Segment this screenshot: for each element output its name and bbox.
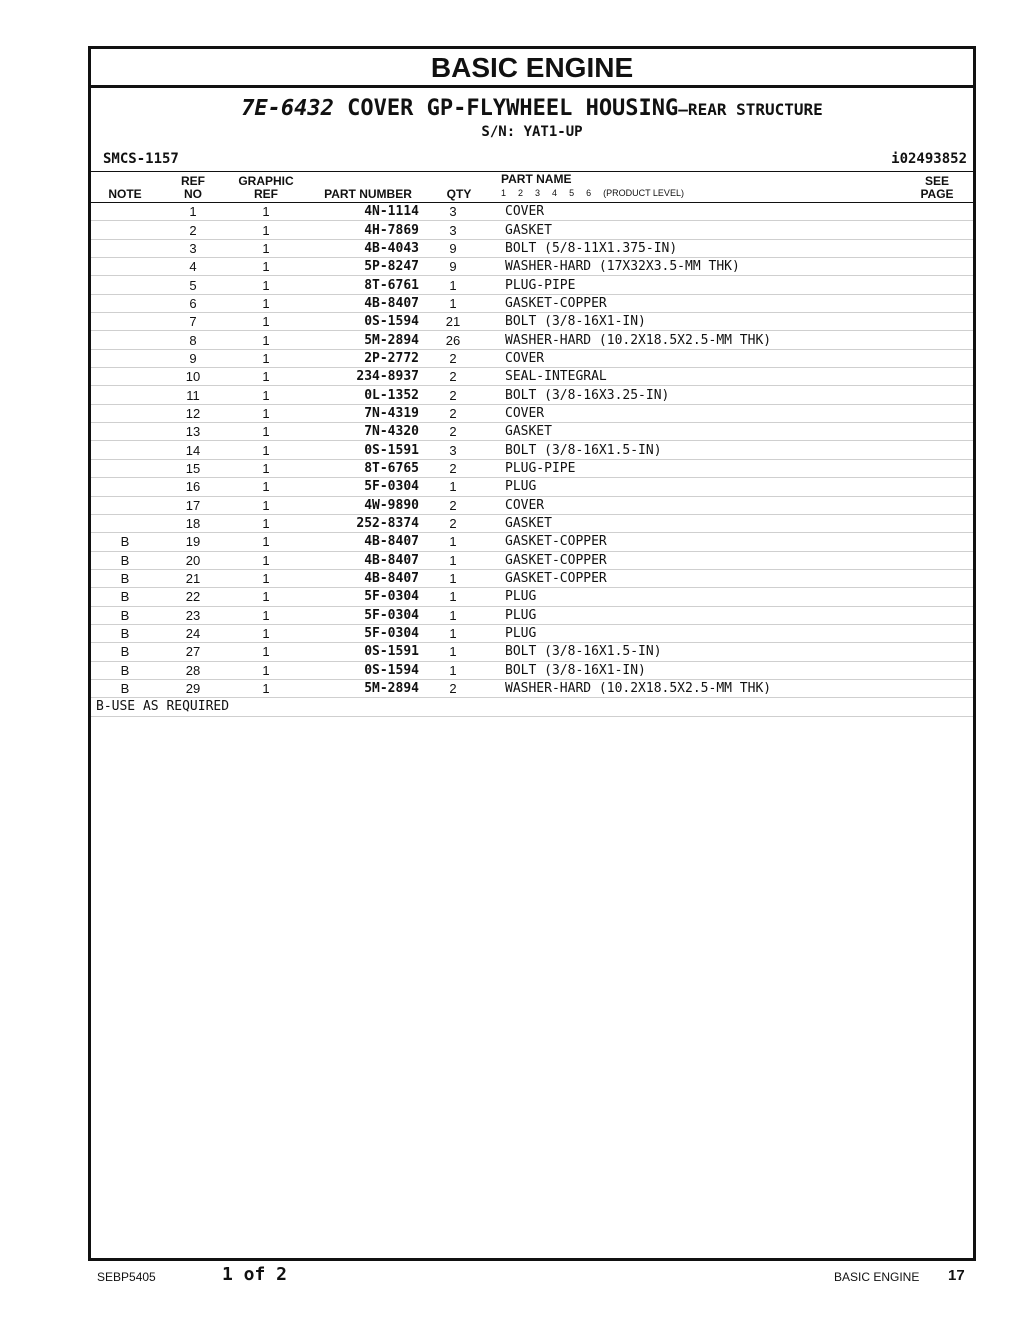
graphic-ref-cell: 1 bbox=[227, 643, 305, 661]
ref-cell: 27 bbox=[159, 643, 227, 661]
part-name-cell: GASKET bbox=[483, 221, 903, 239]
ref-cell: 2 bbox=[159, 221, 227, 239]
table-row bbox=[91, 661, 973, 679]
note-cell bbox=[91, 203, 159, 221]
graphic-ref-cell: 1 bbox=[227, 239, 305, 257]
graphic-ref-cell: 1 bbox=[227, 221, 305, 239]
note-cell bbox=[91, 294, 159, 312]
table-row bbox=[91, 441, 973, 459]
see-page-cell bbox=[903, 368, 973, 386]
part-name-cell: WASHER-HARD (10.2X18.5X2.5-MM THK) bbox=[483, 679, 903, 697]
qty-cell: 3 bbox=[423, 221, 483, 239]
note-cell: B bbox=[91, 569, 159, 587]
graphic-ref-cell: 1 bbox=[227, 368, 305, 386]
qty-cell: 3 bbox=[423, 441, 483, 459]
graphic-ref-cell: 1 bbox=[227, 349, 305, 367]
graphic-ref-cell: 1 bbox=[227, 404, 305, 422]
ref-cell: 18 bbox=[159, 514, 227, 532]
ref-cell: 9 bbox=[159, 349, 227, 367]
graphic-ref-cell: 1 bbox=[227, 331, 305, 349]
note-cell bbox=[91, 331, 159, 349]
ref-cell: 6 bbox=[159, 294, 227, 312]
doc-number: SEBP5405 bbox=[97, 1270, 156, 1284]
see-page-cell bbox=[903, 294, 973, 312]
qty-cell: 1 bbox=[423, 606, 483, 624]
footnote: B-USE AS REQUIRED bbox=[91, 698, 973, 717]
qty-cell: 21 bbox=[423, 313, 483, 331]
see-page-cell bbox=[903, 679, 973, 697]
table-row bbox=[91, 606, 973, 624]
table-header bbox=[91, 171, 973, 203]
note-cell bbox=[91, 478, 159, 496]
ref-cell: 23 bbox=[159, 606, 227, 624]
qty-cell: 2 bbox=[423, 496, 483, 514]
table-row bbox=[91, 514, 973, 532]
graphic-ref-cell: 1 bbox=[227, 294, 305, 312]
part-name-cell: GASKET bbox=[483, 423, 903, 441]
graphic-ref-cell: 1 bbox=[227, 606, 305, 624]
table-row bbox=[91, 643, 973, 661]
part-number-cell: 0L-1352 bbox=[305, 386, 423, 404]
note-cell bbox=[91, 313, 159, 331]
part-name-cell: BOLT (5/8-11X1.375-IN) bbox=[483, 239, 903, 257]
header-note: NOTE bbox=[108, 187, 142, 201]
qty-cell: 2 bbox=[423, 459, 483, 477]
table-row bbox=[91, 478, 973, 496]
header-see-page: SEE PAGE bbox=[920, 174, 954, 201]
part-number-cell: 2P-2772 bbox=[305, 349, 423, 367]
part-number-cell: 5P-8247 bbox=[305, 258, 423, 276]
part-number-cell: 4B-8407 bbox=[305, 533, 423, 551]
part-number-cell: 4N-1114 bbox=[305, 203, 423, 221]
part-name-cell: SEAL-INTEGRAL bbox=[483, 368, 903, 386]
parts-page-frame bbox=[88, 46, 976, 1261]
qty-cell: 1 bbox=[423, 294, 483, 312]
group-title bbox=[91, 96, 973, 123]
qty-cell: 2 bbox=[423, 386, 483, 404]
see-page-cell bbox=[903, 643, 973, 661]
ref-cell: 5 bbox=[159, 276, 227, 294]
part-name-cell: WASHER-HARD (10.2X18.5X2.5-MM THK) bbox=[483, 331, 903, 349]
footer-section: BASIC ENGINE bbox=[834, 1270, 920, 1284]
table-row bbox=[91, 276, 973, 294]
graphic-ref-cell: 1 bbox=[227, 661, 305, 679]
part-number-cell: 4B-8407 bbox=[305, 551, 423, 569]
ref-cell: 4 bbox=[159, 258, 227, 276]
ref-cell: 22 bbox=[159, 588, 227, 606]
part-number-cell: 0S-1594 bbox=[305, 313, 423, 331]
see-page-cell bbox=[903, 423, 973, 441]
see-page-cell bbox=[903, 551, 973, 569]
qty-cell: 2 bbox=[423, 368, 483, 386]
part-name-cell: BOLT (3/8-16X1-IN) bbox=[483, 661, 903, 679]
note-cell: B bbox=[91, 624, 159, 642]
part-name-cell: GASKET-COPPER bbox=[483, 569, 903, 587]
note-cell bbox=[91, 386, 159, 404]
graphic-ref-cell: 1 bbox=[227, 679, 305, 697]
part-name-cell: BOLT (3/8-16X1.5-IN) bbox=[483, 643, 903, 661]
qty-cell: 2 bbox=[423, 514, 483, 532]
note-cell: B bbox=[91, 551, 159, 569]
part-name-cell: PLUG-PIPE bbox=[483, 459, 903, 477]
header-graphic-ref: GRAPHIC REF bbox=[238, 174, 294, 201]
part-number-cell: 5M-2894 bbox=[305, 331, 423, 349]
table-row bbox=[91, 203, 973, 221]
part-number-cell: 5F-0304 bbox=[305, 606, 423, 624]
part-number-cell: 4H-7869 bbox=[305, 221, 423, 239]
ref-cell: 19 bbox=[159, 533, 227, 551]
qty-cell: 1 bbox=[423, 624, 483, 642]
note-cell bbox=[91, 459, 159, 477]
header-part-name: PART NAME 1 2 3 4 5 6 (PRODUCT LEVEL) bbox=[501, 173, 781, 200]
see-page-cell bbox=[903, 276, 973, 294]
table-row bbox=[91, 679, 973, 697]
smcs-row bbox=[91, 149, 973, 171]
part-name-cell: COVER bbox=[483, 203, 903, 221]
parts-table bbox=[91, 203, 973, 698]
graphic-ref-cell: 1 bbox=[227, 276, 305, 294]
table-row bbox=[91, 588, 973, 606]
qty-cell: 1 bbox=[423, 478, 483, 496]
table-row bbox=[91, 551, 973, 569]
part-number-cell: 4B-4043 bbox=[305, 239, 423, 257]
ref-cell: 12 bbox=[159, 404, 227, 422]
ref-cell: 16 bbox=[159, 478, 227, 496]
see-page-cell bbox=[903, 221, 973, 239]
part-number-cell: 7N-4320 bbox=[305, 423, 423, 441]
qty-cell: 2 bbox=[423, 423, 483, 441]
ref-cell: 3 bbox=[159, 239, 227, 257]
graphic-ref-cell: 1 bbox=[227, 423, 305, 441]
graphic-ref-cell: 1 bbox=[227, 258, 305, 276]
part-number-cell: 4B-8407 bbox=[305, 294, 423, 312]
note-cell: B bbox=[91, 588, 159, 606]
see-page-cell bbox=[903, 588, 973, 606]
see-page-cell bbox=[903, 404, 973, 422]
note-cell bbox=[91, 404, 159, 422]
table-row bbox=[91, 459, 973, 477]
qty-cell: 9 bbox=[423, 239, 483, 257]
see-page-cell bbox=[903, 441, 973, 459]
graphic-ref-cell: 1 bbox=[227, 203, 305, 221]
note-cell bbox=[91, 496, 159, 514]
note-cell bbox=[91, 368, 159, 386]
qty-cell: 1 bbox=[423, 643, 483, 661]
ref-cell: 11 bbox=[159, 386, 227, 404]
part-number-cell: 0S-1591 bbox=[305, 441, 423, 459]
note-cell bbox=[91, 258, 159, 276]
see-page-cell bbox=[903, 661, 973, 679]
part-name-cell: PLUG-PIPE bbox=[483, 276, 903, 294]
part-name-cell: BOLT (3/8-16X3.25-IN) bbox=[483, 386, 903, 404]
table-row bbox=[91, 368, 973, 386]
table-row bbox=[91, 423, 973, 441]
part-name-cell: GASKET-COPPER bbox=[483, 551, 903, 569]
table-row bbox=[91, 221, 973, 239]
page-number: 17 bbox=[948, 1267, 965, 1284]
part-number-cell: 5M-2894 bbox=[305, 679, 423, 697]
qty-cell: 1 bbox=[423, 569, 483, 587]
graphic-ref-cell: 1 bbox=[227, 459, 305, 477]
group-suffix: —REAR STRUCTURE bbox=[678, 100, 823, 119]
part-name-cell: BOLT (3/8-16X1-IN) bbox=[483, 313, 903, 331]
qty-cell: 3 bbox=[423, 203, 483, 221]
note-cell bbox=[91, 423, 159, 441]
graphic-ref-cell: 1 bbox=[227, 478, 305, 496]
see-page-cell bbox=[903, 496, 973, 514]
graphic-ref-cell: 1 bbox=[227, 386, 305, 404]
qty-cell: 1 bbox=[423, 551, 483, 569]
qty-cell: 1 bbox=[423, 276, 483, 294]
illustration-id: i02493852 bbox=[891, 151, 967, 167]
smcs-code: SMCS-1157 bbox=[103, 151, 179, 167]
table-row bbox=[91, 239, 973, 257]
note-cell: B bbox=[91, 643, 159, 661]
part-name-cell: GASKET-COPPER bbox=[483, 294, 903, 312]
page-footer bbox=[0, 1263, 1020, 1293]
ref-cell: 10 bbox=[159, 368, 227, 386]
table-row bbox=[91, 313, 973, 331]
note-cell bbox=[91, 349, 159, 367]
qty-cell: 26 bbox=[423, 331, 483, 349]
part-number-cell: 5F-0304 bbox=[305, 624, 423, 642]
part-name-cell: COVER bbox=[483, 349, 903, 367]
ref-cell: 20 bbox=[159, 551, 227, 569]
table-row bbox=[91, 624, 973, 642]
parts-table-body bbox=[91, 203, 973, 698]
table-row bbox=[91, 496, 973, 514]
see-page-cell bbox=[903, 569, 973, 587]
graphic-ref-cell: 1 bbox=[227, 551, 305, 569]
part-number-cell: 7N-4319 bbox=[305, 404, 423, 422]
header-qty: QTY bbox=[446, 187, 472, 201]
part-name-cell: PLUG bbox=[483, 624, 903, 642]
section-title: BASIC ENGINE bbox=[91, 49, 973, 88]
table-row bbox=[91, 331, 973, 349]
ref-cell: 24 bbox=[159, 624, 227, 642]
table-row bbox=[91, 349, 973, 367]
qty-cell: 1 bbox=[423, 661, 483, 679]
note-cell bbox=[91, 239, 159, 257]
note-cell: B bbox=[91, 679, 159, 697]
part-name-cell: GASKET bbox=[483, 514, 903, 532]
part-number-cell: 0S-1591 bbox=[305, 643, 423, 661]
see-page-cell bbox=[903, 349, 973, 367]
graphic-ref-cell: 1 bbox=[227, 533, 305, 551]
table-row bbox=[91, 386, 973, 404]
ref-cell: 7 bbox=[159, 313, 227, 331]
see-page-cell bbox=[903, 331, 973, 349]
table-row bbox=[91, 294, 973, 312]
table-row bbox=[91, 258, 973, 276]
qty-cell: 1 bbox=[423, 533, 483, 551]
part-number-cell: 8T-6761 bbox=[305, 276, 423, 294]
qty-cell: 2 bbox=[423, 679, 483, 697]
see-page-cell bbox=[903, 459, 973, 477]
see-page-cell bbox=[903, 258, 973, 276]
header-part-number: PART NUMBER bbox=[324, 187, 412, 201]
part-number-cell: 234-8937 bbox=[305, 368, 423, 386]
note-cell bbox=[91, 514, 159, 532]
table-row bbox=[91, 569, 973, 587]
part-name-cell: GASKET-COPPER bbox=[483, 533, 903, 551]
ref-cell: 21 bbox=[159, 569, 227, 587]
part-number-cell: 8T-6765 bbox=[305, 459, 423, 477]
see-page-cell bbox=[903, 239, 973, 257]
see-page-cell bbox=[903, 386, 973, 404]
qty-cell: 9 bbox=[423, 258, 483, 276]
part-name-cell: COVER bbox=[483, 404, 903, 422]
table-row bbox=[91, 404, 973, 422]
note-cell: B bbox=[91, 606, 159, 624]
part-name-cell: PLUG bbox=[483, 588, 903, 606]
product-level-scale: 1 2 3 4 5 6 (PRODUCT LEVEL) bbox=[501, 188, 684, 198]
graphic-ref-cell: 1 bbox=[227, 313, 305, 331]
qty-cell: 2 bbox=[423, 404, 483, 422]
part-number-cell: 0S-1594 bbox=[305, 661, 423, 679]
ref-cell: 1 bbox=[159, 203, 227, 221]
part-name-cell: PLUG bbox=[483, 606, 903, 624]
ref-cell: 13 bbox=[159, 423, 227, 441]
note-cell bbox=[91, 441, 159, 459]
serial-number: S/N: YAT1-UP bbox=[481, 124, 583, 140]
graphic-ref-cell: 1 bbox=[227, 514, 305, 532]
see-page-cell bbox=[903, 533, 973, 551]
graphic-ref-cell: 1 bbox=[227, 569, 305, 587]
part-number-cell: 5F-0304 bbox=[305, 478, 423, 496]
graphic-ref-cell: 1 bbox=[227, 496, 305, 514]
note-cell: B bbox=[91, 661, 159, 679]
ref-cell: 28 bbox=[159, 661, 227, 679]
see-page-cell bbox=[903, 606, 973, 624]
header-ref: REF NO bbox=[181, 174, 205, 201]
ref-cell: 14 bbox=[159, 441, 227, 459]
graphic-ref-cell: 1 bbox=[227, 624, 305, 642]
table-row bbox=[91, 533, 973, 551]
qty-cell: 2 bbox=[423, 349, 483, 367]
group-part-number: 7E-6432 bbox=[241, 96, 334, 121]
ref-cell: 8 bbox=[159, 331, 227, 349]
note-cell: B bbox=[91, 533, 159, 551]
see-page-cell bbox=[903, 624, 973, 642]
part-number-cell: 4B-8407 bbox=[305, 569, 423, 587]
see-page-cell bbox=[903, 478, 973, 496]
ref-cell: 29 bbox=[159, 679, 227, 697]
see-page-cell bbox=[903, 203, 973, 221]
note-cell bbox=[91, 221, 159, 239]
see-page-cell bbox=[903, 313, 973, 331]
part-name-cell: WASHER-HARD (17X32X3.5-MM THK) bbox=[483, 258, 903, 276]
part-number-cell: 4W-9890 bbox=[305, 496, 423, 514]
part-number-cell: 5F-0304 bbox=[305, 588, 423, 606]
part-name-cell: COVER bbox=[483, 496, 903, 514]
group-name: COVER GP-FLYWHEEL HOUSING bbox=[347, 96, 679, 121]
graphic-ref-cell: 1 bbox=[227, 441, 305, 459]
note-cell bbox=[91, 276, 159, 294]
ref-cell: 15 bbox=[159, 459, 227, 477]
part-name-cell: PLUG bbox=[483, 478, 903, 496]
part-name-cell: BOLT (3/8-16X1.5-IN) bbox=[483, 441, 903, 459]
ref-cell: 17 bbox=[159, 496, 227, 514]
graphic-ref-cell: 1 bbox=[227, 588, 305, 606]
qty-cell: 1 bbox=[423, 588, 483, 606]
part-number-cell: 252-8374 bbox=[305, 514, 423, 532]
see-page-cell bbox=[903, 514, 973, 532]
page-of: 1 of 2 bbox=[222, 1264, 288, 1285]
